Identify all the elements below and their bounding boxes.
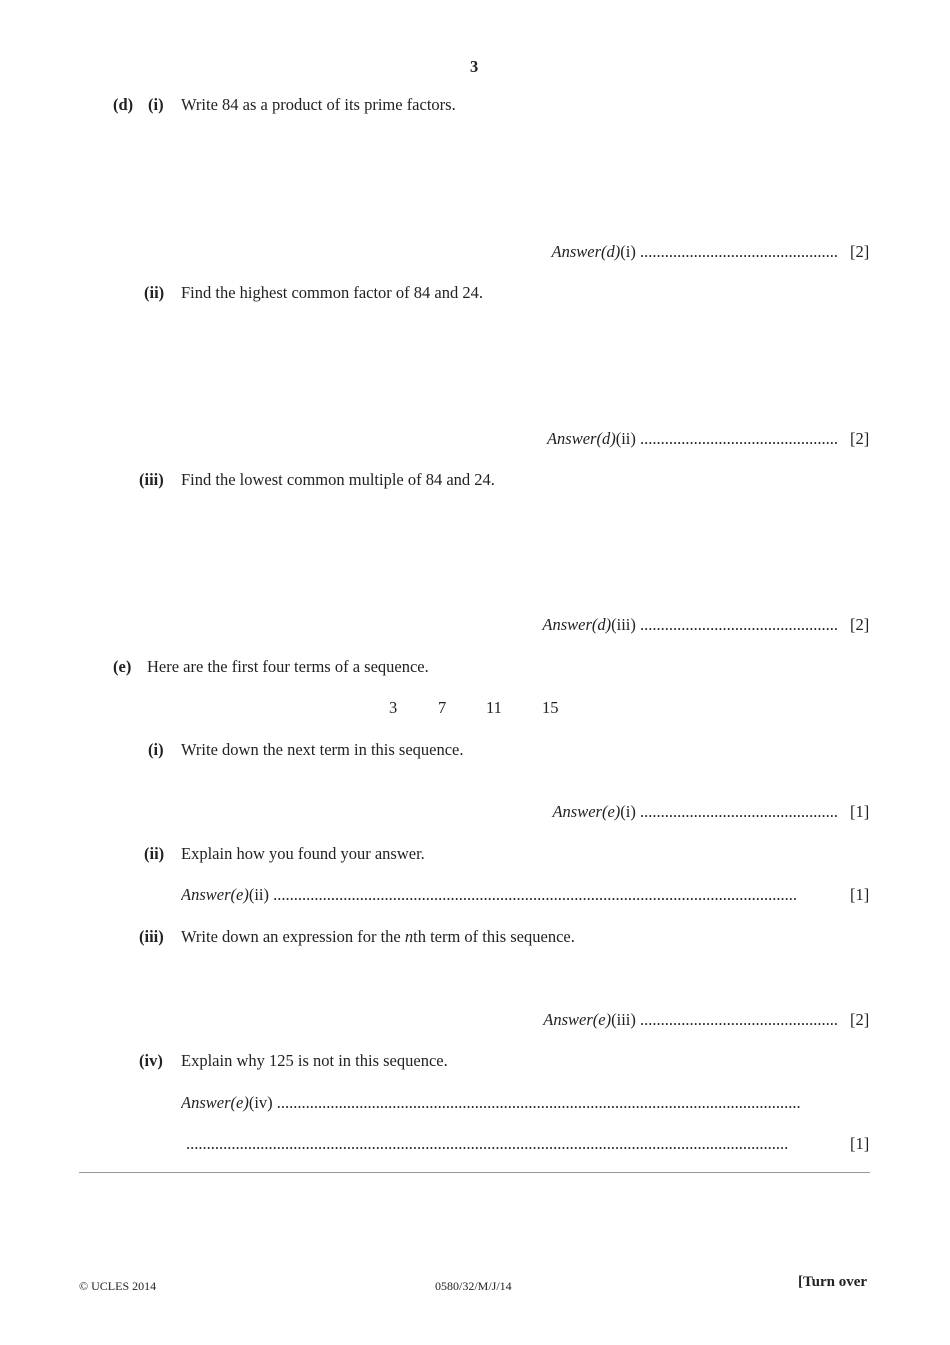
answer-label-italic: Answer(d) — [546, 429, 616, 448]
page-number: 3 — [470, 57, 479, 76]
subpart-d-iii-number: (iii) — [139, 470, 164, 489]
subpart-e-iii-number: (iii) — [139, 927, 164, 946]
sequence-term: 11 — [486, 698, 502, 717]
footer-copyright: © UCLES 2014 — [79, 1279, 157, 1293]
question-d-ii: Find the highest common factor of 84 and 24. — [181, 283, 483, 302]
answer-label-part: (iii) — [611, 615, 636, 634]
answer-label-italic: Answer(d) — [542, 615, 612, 634]
sequence-term: 7 — [438, 698, 447, 717]
answer-label-italic: Answer(e) — [181, 885, 249, 904]
answer-line-e-ii[interactable] — [181, 885, 838, 905]
part-e-label: (e) — [113, 657, 132, 676]
answer-line-e-iv[interactable] — [181, 1093, 838, 1113]
answer-label-part: (ii) — [248, 885, 269, 904]
answer-label-italic: Answer(e) — [181, 1093, 249, 1112]
footer-divider — [79, 1172, 870, 1173]
subpart-e-i-number: (i) — [148, 740, 164, 759]
answer-line-e-i[interactable] — [552, 802, 838, 822]
question-e-iii — [181, 927, 575, 947]
answer-label-italic: Answer(e) — [552, 802, 621, 821]
question-text: th term of this sequence. — [413, 927, 575, 946]
question-e-intro: Here are the first four terms of a sequence. — [147, 657, 429, 676]
marks-d-i: [2] — [850, 242, 870, 261]
answer-label-part: (i) — [620, 242, 636, 261]
marks-e-iv: [1] — [850, 1134, 870, 1153]
question-text: Write down an expression for the — [181, 927, 405, 946]
answer-line-d-iii[interactable] — [542, 615, 838, 635]
answer-label-part: (iii) — [611, 1010, 636, 1029]
answer-dots: ................................................ — [640, 802, 838, 821]
answer-dots: ............................................................................................................................... — [276, 1093, 801, 1112]
answer-dots: .................................................................................................................................................. — [186, 1134, 789, 1153]
answer-label-part: (i) — [620, 802, 636, 821]
answer-dots: ................................................ — [640, 429, 838, 448]
subpart-d-ii-number: (ii) — [144, 283, 165, 302]
answer-dots: ................................................ — [640, 1010, 838, 1029]
footer-paper-code: 0580/32/M/J/14 — [435, 1279, 512, 1293]
answer-line-d-i[interactable] — [552, 242, 838, 262]
subpart-e-ii-number: (ii) — [144, 844, 165, 863]
answer-label-italic: Answer(d) — [551, 242, 621, 261]
sequence-term: 15 — [542, 698, 559, 717]
answer-dots: ............................................................................................................................... — [273, 885, 797, 904]
answer-line-e-iii[interactable] — [543, 1010, 838, 1030]
part-d-label: (d) — [113, 95, 134, 114]
answer-label-italic: Answer(e) — [543, 1010, 612, 1029]
subpart-e-iv-number: (iv) — [139, 1051, 163, 1070]
subpart-d-i-number: (i) — [148, 95, 164, 114]
question-e-i: Write down the next term in this sequence. — [181, 740, 464, 759]
variable-n: n — [404, 927, 414, 946]
answer-dots: ................................................ — [640, 615, 838, 634]
question-e-iv: Explain why 125 is not in this sequence. — [181, 1051, 448, 1070]
marks-e-i: [1] — [850, 802, 870, 821]
sequence-term: 3 — [389, 698, 398, 717]
marks-e-ii: [1] — [850, 885, 870, 904]
answer-line-d-ii[interactable] — [547, 429, 838, 449]
question-d-iii: Find the lowest common multiple of 84 and 24. — [181, 470, 495, 489]
marks-e-iii: [2] — [850, 1010, 870, 1029]
answer-dots: ................................................ — [640, 242, 838, 261]
answer-label-part: (iv) — [248, 1093, 273, 1112]
question-d-i: Write 84 as a product of its prime factors. — [181, 95, 456, 114]
answer-label-part: (ii) — [615, 429, 636, 448]
answer-line-e-iv-continued[interactable] — [186, 1134, 838, 1154]
marks-d-ii: [2] — [850, 429, 870, 448]
marks-d-iii: [2] — [850, 615, 870, 634]
question-e-ii: Explain how you found your answer. — [181, 844, 425, 863]
footer-turn-over: [Turn over — [798, 1274, 868, 1290]
